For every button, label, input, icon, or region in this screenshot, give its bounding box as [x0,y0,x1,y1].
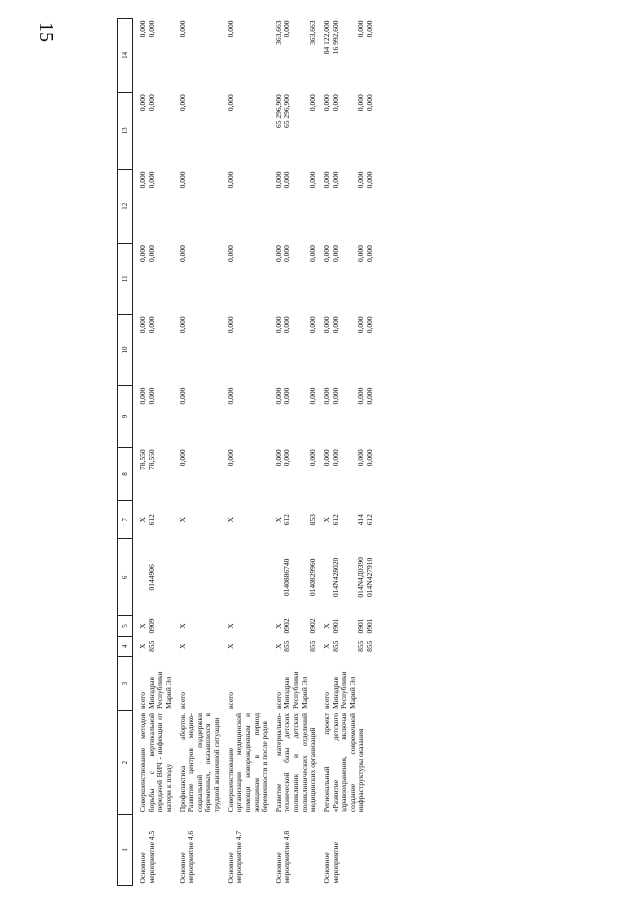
table-row [133,19,148,886]
value-cell-c11: 0,000 [308,245,318,262]
column-header-8: 8 [118,447,133,500]
value-cell-c4: 855 [146,640,156,652]
value-cell-c10: 0,000 [308,316,318,334]
value-cell-c13: 0,000 [146,94,156,112]
value-cell-c10: 0,000 [356,316,366,334]
value-cell-c12: 0,000 [356,171,366,189]
value-cell-c14: 84 122,000 [321,20,331,55]
activity-name: Основное мероприятие [321,842,340,884]
value-cell-c4: X [321,643,331,649]
value-cell-c7: X [321,517,331,523]
header-row [118,19,133,886]
executor-cell [366,656,375,711]
value-cell-c12: 0,000 [138,171,147,189]
column-header-5: 5 [118,616,133,636]
value-cell-c9: 0,000 [138,387,147,405]
activity-name: Основное мероприятие 4.5 [138,830,156,884]
value-cell-c6: 0140829960 [308,558,318,597]
value-cell-c8: 0,000 [330,449,340,467]
value-cell-c13: 0,000 [321,94,331,112]
executor-cell [309,656,318,711]
budget-table [117,18,375,886]
value-cell-c13: 0,000 [356,94,366,112]
value-cell-c14: 0,000 [146,20,156,38]
value-cell-c11: 0,000 [330,245,340,262]
value-cell-c8: 0,000 [273,449,283,467]
value-cell-c14: 16 992,600 [330,20,340,55]
value-cell-c12: 0,000 [146,171,156,189]
activity-description: Совершенствование организации медицинской помощи новорожденным и женщинам в период беременности и после родов [225,712,270,813]
value-cell-c5: 0909 [146,618,156,634]
value-cell-c5: 0901 [356,618,366,634]
value-cell-c12: 0,000 [177,171,187,189]
value-cell-c13: 0,000 [138,94,147,112]
value-cell-c11: 0,000 [225,245,235,262]
value-cell-c14: 0,000 [177,20,187,38]
activity-description: Совершенствование методов борьбы с вертикальной передачей ВИЧ - инфекции от матери к плоду [138,712,173,813]
value-cell-c10: 0,000 [273,316,283,334]
value-cell-c12: 0,000 [308,171,318,189]
value-cell-c14: 0,000 [225,20,235,38]
value-cell-c12: 0,000 [273,171,283,189]
value-cell-c6: 014N427910 [365,557,374,597]
column-header-7: 7 [118,501,133,539]
value-cell-c6: 0144906 [146,564,156,591]
column-header-14: 14 [118,19,133,93]
value-cell-c11: 0,000 [282,245,292,262]
value-cell-c11: 0,000 [356,245,366,262]
value-cell-c4: 855 [330,640,340,652]
value-cell-c8: 78,550 [138,449,147,470]
value-cell-c8: 0,000 [177,449,187,467]
value-cell-c7: 612 [330,514,340,526]
rotated-table-page [117,18,630,886]
value-cell-c4: X [273,643,283,649]
value-cell-c7: 853 [308,514,318,526]
column-header-11: 11 [118,243,133,314]
activity-description: Развитие материально-технической базы детских поликлиник и детских поликлинических отделений медицинских организаций [273,712,318,813]
value-cell-c7: 414 [356,514,366,526]
value-cell-c9: 0,000 [146,387,156,405]
value-cell-c9: 0,000 [273,387,283,405]
column-header-10: 10 [118,314,133,385]
value-cell-c10: 0,000 [365,316,374,334]
value-cell-c9: 0,000 [356,387,366,405]
value-cell-c6: 014N4Д0390 [356,557,366,598]
value-cell-c10: 0,000 [225,316,235,334]
value-cell-c14: 363,663 [308,20,318,45]
column-header-9: 9 [118,386,133,448]
executor-cell: Минздрав Республики Марий Эл [146,671,173,709]
value-cell-c9: 0,000 [321,387,331,405]
column-header-6: 6 [118,539,133,616]
value-cell-c9: 0,000 [365,387,374,405]
value-cell-c4: 855 [356,640,366,652]
executor-cell: всего [273,692,283,709]
value-cell-c6 [270,539,284,616]
value-cell-c11: 0,000 [177,245,187,262]
value-cell-c4: X [177,643,187,649]
value-cell-c12: 0,000 [330,171,340,189]
value-cell-c8: 0,000 [282,449,292,467]
column-header-1: 1 [118,814,133,885]
activity-description: Региональный проект «Развитие детского здравоохранения, включая создание современной инфраструктуры оказания [321,712,366,813]
page-number: 15 [35,22,57,42]
value-cell-c12: 0,000 [321,171,331,189]
value-cell-c10: 0,000 [146,316,156,334]
value-cell-c4: 855 [365,640,374,652]
value-cell-c7: X [138,517,147,523]
value-cell-c12: 0,000 [282,171,292,189]
value-cell-c11: 0,000 [138,245,147,262]
value-cell-c13: 0,000 [308,94,318,112]
column-header-13: 13 [118,92,133,169]
value-cell-c6 [318,539,332,616]
column-header-3: 3 [118,656,133,711]
value-cell-c6 [133,539,148,616]
value-cell-c13: 0,000 [365,94,374,112]
value-cell-c9: 0,000 [330,387,340,405]
value-cell-c13: 65 296,900 [282,94,292,128]
value-cell-c5: X [273,623,283,629]
table-row [174,19,222,886]
value-cell-c6: 0140886740 [282,558,292,597]
value-cell-c12: 0,000 [225,171,235,189]
value-cell-c11: 0,000 [273,245,283,262]
executor-cell: всего [225,692,235,709]
value-cell-c9: 0,000 [177,387,187,405]
value-cell-c5: 0901 [365,618,374,634]
value-cell-c14: 363,663 [273,20,283,45]
value-cell-c5: 0902 [282,618,292,634]
value-cell-c10: 0,000 [138,316,147,334]
column-header-12: 12 [118,169,133,243]
value-cell-c7: 612 [365,514,374,526]
value-cell-c14: 0,000 [356,20,366,38]
value-cell-c8: 0,000 [308,449,318,467]
value-cell-c7: 612 [282,514,292,526]
value-cell-c11: 0,000 [321,245,331,262]
value-cell-c5: X [225,623,235,629]
value-cell-c8: 0,000 [321,449,331,467]
table-row [222,19,270,886]
value-cell-c13: 0,000 [225,94,235,112]
value-cell-c4: 855 [282,640,292,652]
value-cell-c5: 0902 [308,618,318,634]
value-cell-c4: X [225,643,235,649]
value-cell-c10: 0,000 [330,316,340,334]
value-cell-c11: 0,000 [365,245,374,262]
value-cell-c7: 612 [146,514,156,526]
executor-cell: всего [321,692,331,709]
value-cell-c4: 855 [308,640,318,652]
value-cell-c5: X [138,623,147,629]
value-cell-c9: 0,000 [308,387,318,405]
value-cell-c12: 0,000 [365,171,374,189]
activity-name: Основное мероприятие 4.8 [273,830,292,884]
executor-cell: всего [138,692,147,709]
activity-description: Профилактика абортов. Развитие центров медико-социальной поддержки беременных, оказавшихся в трудной жизненной ситуации [177,712,221,813]
value-cell-c6 [222,539,270,616]
activity-name: Основное мероприятие 4.6 [177,830,196,884]
executor-cell: Минздрав Республики Марий Эл [282,671,309,709]
value-cell-c14: 0,000 [138,20,147,38]
value-cell-c6 [174,539,222,616]
executor-cell: Минздрав Республики Марий Эл [330,671,357,709]
value-cell-c13: 0,000 [330,94,340,112]
value-cell-c9: 0,000 [225,387,235,405]
value-cell-c4: X [138,643,147,649]
value-cell-c10: 0,000 [321,316,331,334]
value-cell-c13: 0,000 [177,94,187,112]
value-cell-c8: 0,000 [365,449,374,467]
value-cell-c8: 78,550 [146,449,156,470]
value-cell-c14: 0,000 [365,20,374,38]
value-cell-c7: X [273,517,283,523]
executor-cell [357,656,366,711]
value-cell-c5: X [321,623,331,629]
value-cell-c8: 0,000 [225,449,235,467]
value-cell-c14: 0,000 [282,20,292,38]
value-cell-c6: 014N428020 [330,557,340,597]
value-cell-c9: 0,000 [282,387,292,405]
value-cell-c7: X [225,517,235,523]
value-cell-c10: 0,000 [282,316,292,334]
table-body [133,19,375,886]
table-row [270,19,284,886]
executor-cell: всего [177,692,187,709]
value-cell-c5: 0901 [330,618,340,634]
activity-name: Основное мероприятие 4.7 [225,830,244,884]
value-cell-c7: X [177,517,187,523]
table-row [318,19,332,886]
column-header-2: 2 [118,711,133,814]
value-cell-c11: 0,000 [146,245,156,262]
column-header-4: 4 [118,636,133,656]
value-cell-c5: X [177,623,187,629]
value-cell-c13: 65 296,900 [273,94,283,128]
value-cell-c10: 0,000 [177,316,187,334]
value-cell-c8: 0,000 [356,449,366,467]
